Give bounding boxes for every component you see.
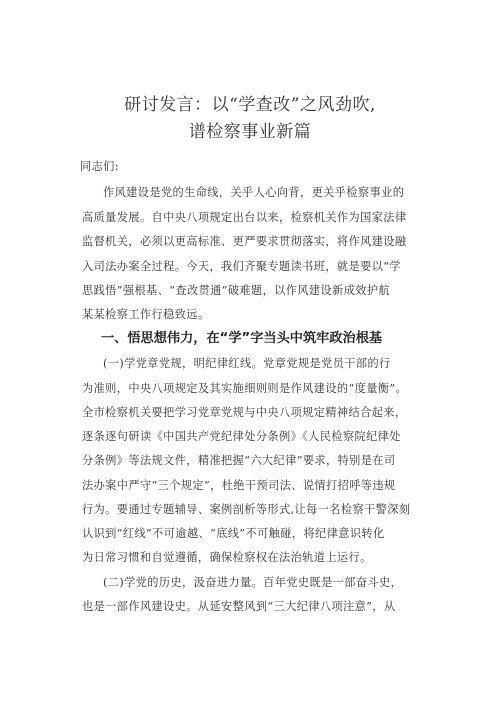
intro-line: 入司法办案全过程。今天，我们齐聚专题读书班，就是要以“学 <box>82 260 401 273</box>
intro-line: 思践悟”强根基、“查改贯通”破难题，以作风建设新成效护航 <box>82 284 391 297</box>
paragraph-line: 全市检察机关要把学习党章党规与中央八项规定精神结合起来， <box>82 406 407 419</box>
paragraph-line: (一)学党章党规，明纪律红线。党章党规是党员干部的行 <box>103 357 391 370</box>
paragraph-line: 逐条逐句研读《中国共产党纪律处分条例》《人民检察院纪律处 <box>82 430 401 443</box>
paragraph-line: (二)学党的历史，汲奋进力量。百年党史既是一部奋斗史， <box>103 576 403 589</box>
salutation: 同志们: <box>80 160 119 173</box>
paragraph-line: 认识到“红线”不可逾越、“底线”不可触碰，将纪律意识转化 <box>82 527 385 540</box>
document-title-line-1: 研讨发言：以“学查改”之风劲吹, <box>124 95 376 115</box>
intro-line: 作风建设是党的生命线，关乎人心向背，更关乎检察事业的 <box>103 186 405 199</box>
document-title-line-2: 谱检察事业新篇 <box>188 122 312 142</box>
paragraph-line: 分条例》等法规文件，精准把握“六大纪律”要求，特别是在司 <box>82 454 396 467</box>
intro-line: 监督机关，必须以更高标准、更严要求贯彻落实，将作风建设融 <box>82 235 407 248</box>
paragraph-line: 为日常习惯和自觉遵循，确保检察权在法治轨道上运行。 <box>82 551 372 564</box>
intro-line: 某某检察工作行稳致远。 <box>82 308 210 321</box>
paragraph-line: 也是一部作风建设史。从延安整风到“三大纪律八项注意”，从 <box>82 600 396 613</box>
paragraph-line: 法办案中严守“三个规定”，杜绝干预司法、说情打招呼等违规 <box>82 479 396 492</box>
section-heading-1: 一、悟思想伟力，在“学”字当头中筑牢政治根基 <box>101 331 383 346</box>
intro-line: 高质量发展。自中央八项规定出台以来，检察机关作为国家法律 <box>82 211 407 224</box>
paragraph-line: 行为。要通过专题辅导、案例剖析等形式,让每一名检察干警深刻 <box>82 503 411 516</box>
paragraph-line: 为准则，中央八项规定及其实施细则则是作风建设的“度量衡”。 <box>82 382 408 395</box>
